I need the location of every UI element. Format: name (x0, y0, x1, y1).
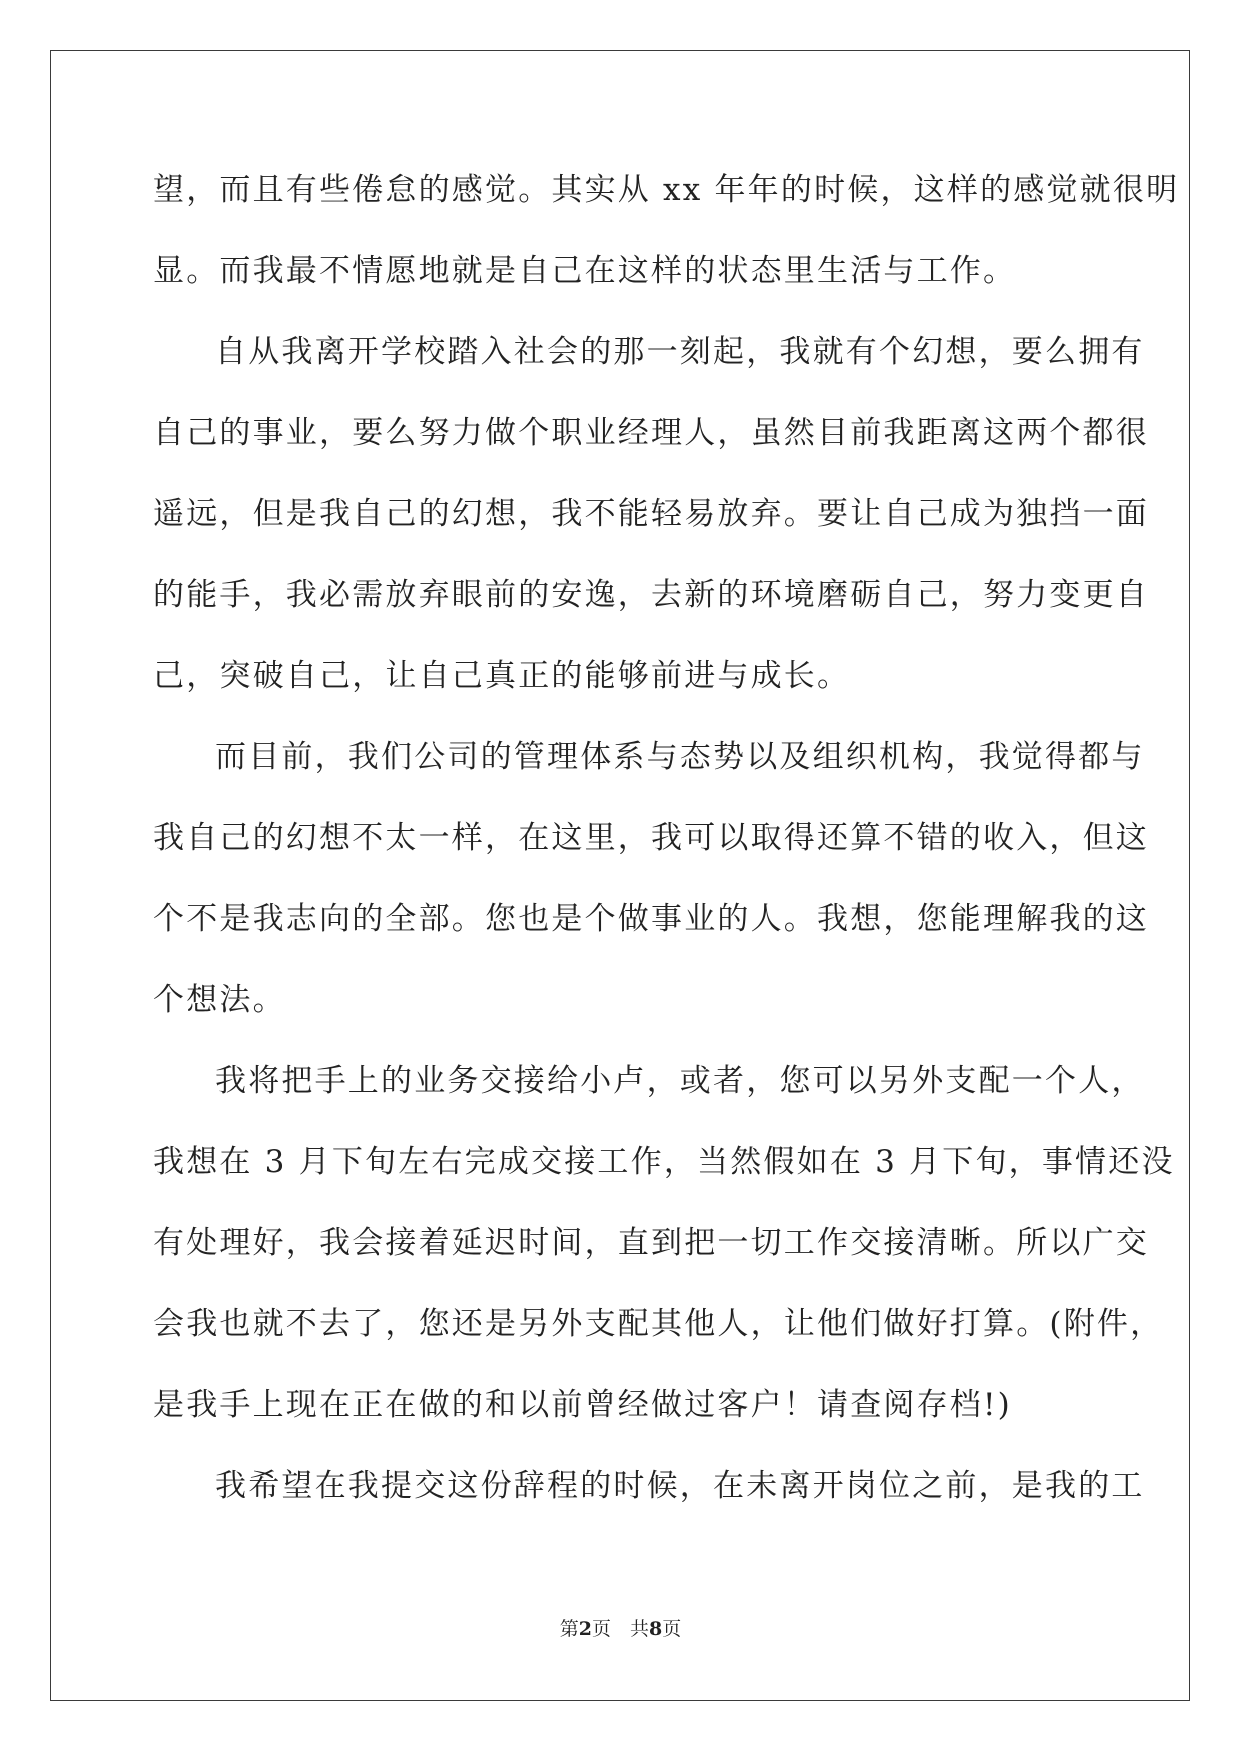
text-line: 显。而我最不情愿地就是自己在这样的状态里生活与工作。 (153, 253, 1017, 289)
text-line: 我想在 3 月下旬左右完成交接工作，当然假如在 3 月下旬，事情还没 (153, 1144, 1175, 1180)
footer-suffix: 页 (662, 1618, 682, 1640)
paragraph-start-line: 我希望在我提交这份辞程的时候，在未离开岗位之前，是我的工 (215, 1468, 1145, 1504)
text-line: 我自己的幻想不太一样，在这里，我可以取得还算不错的收入，但这 (153, 820, 1149, 856)
text-line: 个不是我志向的全部。您也是个做事业的人。我想，您能理解我的这 (153, 901, 1149, 937)
text-line: 个想法。 (153, 982, 286, 1018)
text-line: 会我也就不去了，您还是另外支配其他人，让他们做好打算。(附件， (153, 1306, 1164, 1342)
document-body (153, 160, 1180, 1537)
paragraph-start-line: 而目前，我们公司的管理体系与态势以及组织机构，我觉得都与 (215, 739, 1145, 775)
text-line: 己，突破自己，让自己真正的能够前进与成长。 (153, 658, 851, 694)
paragraph-start-line: 我将把手上的业务交接给小卢，或者，您可以另外支配一个人， (215, 1063, 1145, 1099)
paragraph-start-line: 自从我离开学校踏入社会的那一刻起，我就有个幻想，要么拥有 (215, 334, 1145, 370)
text-line: 是我手上现在正在做的和以前曾经做过客户！请查阅存档!) (153, 1387, 1012, 1423)
text-line: 遥远，但是我自己的幻想，我不能轻易放弃。要让自己成为独挡一面 (153, 496, 1149, 532)
footer-mid: 页 共 (591, 1618, 649, 1640)
total-page-number: 8 (649, 1618, 663, 1640)
text-line: 的能手，我必需放弃眼前的安逸，去新的环境磨砺自己，努力变更自 (153, 577, 1149, 613)
text-line: 望，而且有些倦怠的感觉。其实从 xx 年年的时候，这样的感觉就很明 (153, 172, 1180, 208)
footer-prefix: 第 (559, 1618, 579, 1640)
page-footer (0, 1614, 1241, 1641)
current-page-number: 2 (578, 1618, 592, 1640)
text-line: 自己的事业，要么努力做个职业经理人，虽然目前我距离这两个都很 (153, 415, 1149, 451)
text-line: 有处理好，我会接着延迟时间，直到把一切工作交接清晰。所以广交 (153, 1225, 1149, 1261)
